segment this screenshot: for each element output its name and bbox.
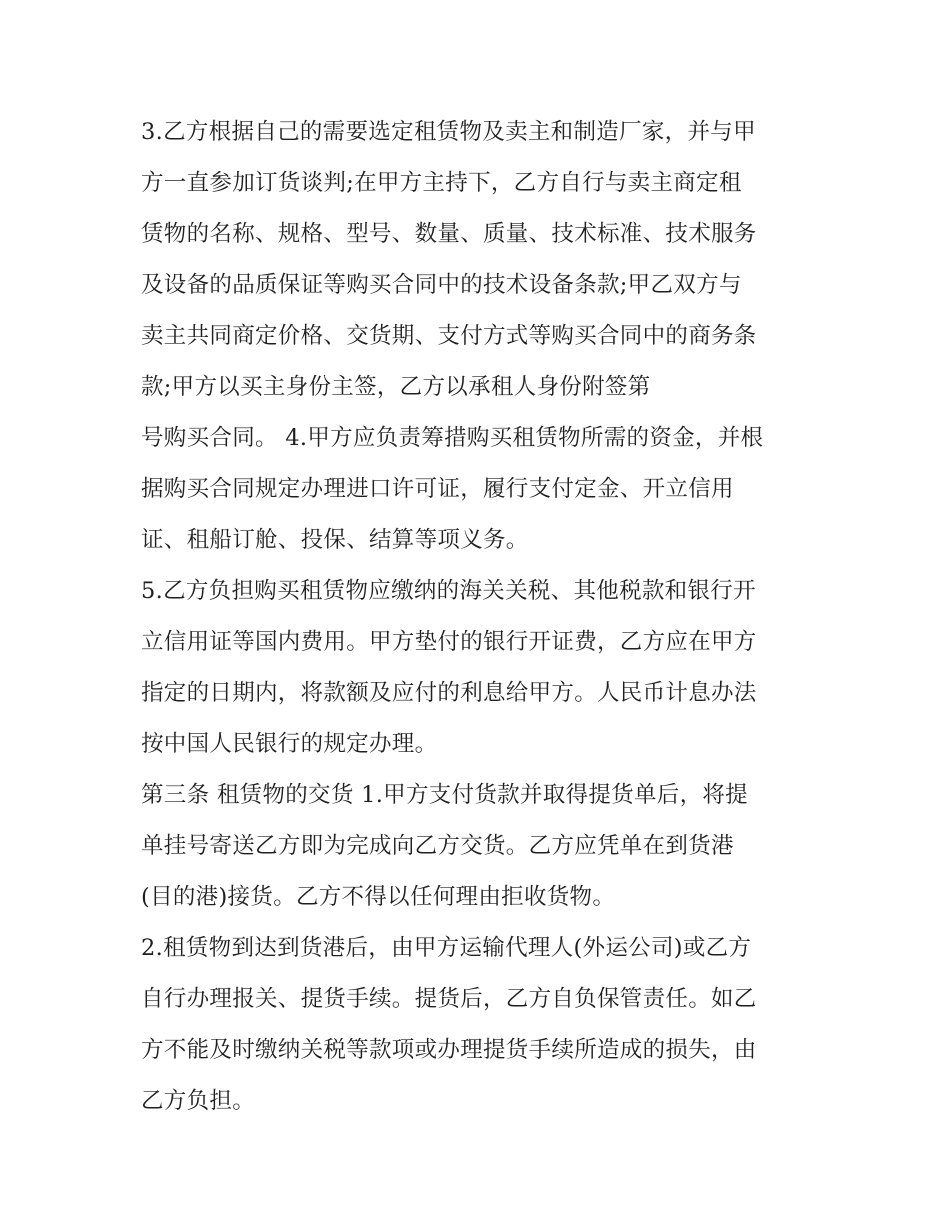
- document-body: [141, 107, 831, 1127]
- text-line: 方一直参加订货谈判;在甲方主持下，乙方自行与卖主商定租: [141, 170, 742, 196]
- text-line: 3.乙方根据自己的需要选定租赁物及卖主和制造厂家，并与甲: [141, 119, 756, 145]
- text-line: 证、租船订舱、投保、结算等项义务。: [141, 527, 529, 553]
- text-line: 乙方负担。: [141, 1088, 256, 1114]
- text-line: (目的港)接货。乙方不得以任何理由拒收货物。: [141, 884, 616, 910]
- text-line: 款;甲方以买主身份主签，乙方以承租人身份附签第: [141, 374, 651, 400]
- text-line: 单挂号寄送乙方即为完成向乙方交货。乙方应凭单在到货港: [141, 833, 734, 859]
- text-line: 按中国人民银行的规定办理。: [141, 731, 438, 757]
- text-line: 自行办理报关、提货手续。提货后，乙方自负保管责任。如乙: [141, 986, 757, 1012]
- text-line: 指定的日期内，将款额及应付的利息给甲方。人民币计息办法: [141, 680, 757, 706]
- text-line: 第三条 租赁物的交货 1.甲方支付货款并取得提货单后，将提: [141, 782, 748, 808]
- text-line: 及设备的品质保证等购买合同中的技术设备条款;甲乙双方与: [141, 272, 742, 298]
- text-line: 号购买合同。 4.甲方应负责筹措购买租赁物所需的资金，并根: [141, 425, 764, 451]
- text-line: 立信用证等国内费用。甲方垫付的银行开证费，乙方应在甲方: [141, 629, 757, 655]
- text-line: 赁物的名称、规格、型号、数量、质量、技术标准、技术服务: [141, 221, 757, 247]
- text-line: 据购买合同规定办理进口许可证，履行支付定金、开立信用: [141, 476, 734, 502]
- text-line: 2.租赁物到达到货港后，由甲方运输代理人(外运公司)或乙方: [141, 935, 752, 961]
- text-line: 方不能及时缴纳关税等款项或办理提货手续所造成的损失，由: [141, 1037, 757, 1063]
- text-line: 5.乙方负担购买租赁物应缴纳的海关关税、其他税款和银行开: [141, 578, 756, 604]
- text-line: 卖主共同商定价格、交货期、支付方式等购买合同中的商务条: [141, 323, 757, 349]
